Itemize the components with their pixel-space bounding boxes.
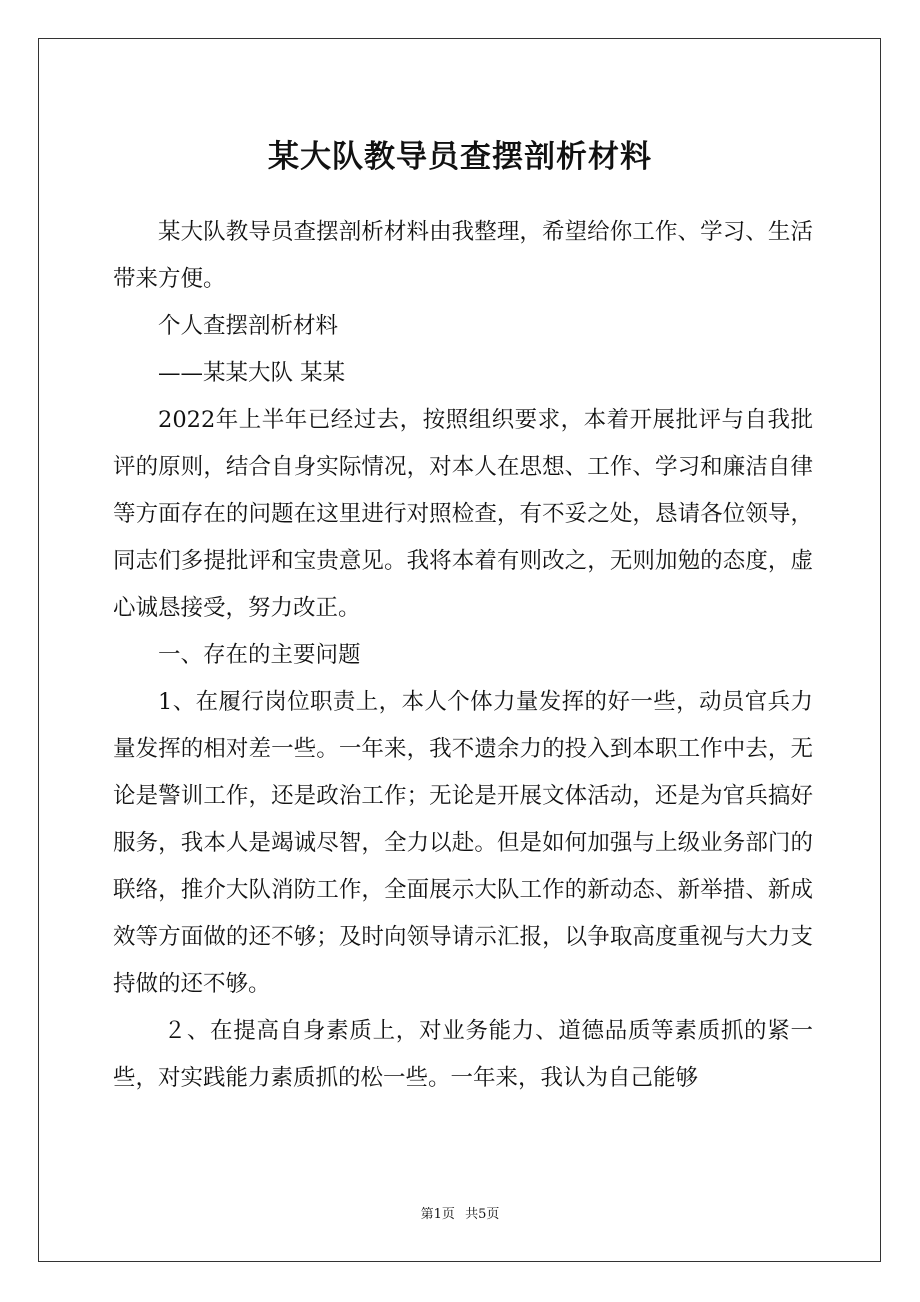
total-pages: 共5页 — [465, 1207, 500, 1222]
intro-paragraph: 某大队教导员查摆剖析材料由我整理，希望给你工作、学习、生活带来方便。 — [113, 219, 813, 292]
body-paragraph: 1、在履行岗位职责上，本人个体力量发挥的好一些，动员官兵力量发挥的相对差一些。一年来，我不遗余力的投入到本职工作中去，无论是警训工作，还是政治工作；无论是开展文体活动，还是为官兵搞好服务，我本人是竭诚尽智，全力以赴。但是如何加强与上级业务部门的联络，推介大队消防工作，全面展示大队工作的新动态、新举措、新成效等方面做的还不够；及时向领导请示汇报，以争取高度重视与大力支持做的还不够。 — [113, 689, 813, 997]
subtitle-paragraph: 个人查摆剖析材料 — [158, 313, 339, 339]
section-heading: 一、存在的主要问题 — [158, 642, 361, 668]
document-title: 某大队教导员查摆剖析材料 — [268, 138, 652, 175]
body-paragraph: ２、在提高自身素质上，对业务能力、道德品质等素质抓的紧一些，对实践能力素质抓的松一些。一年来，我认为自己能够 — [113, 1018, 813, 1091]
document-body — [113, 209, 813, 1102]
body-paragraph: 2022年上半年已经过去，按照组织要求，本着开展批评与自我批评的原则，结合自身实际情况，对本人在思想、工作、学习和廉洁自律等方面存在的问题在这里进行对照检查，有不妥之处，恳请各位领导，同志们多提批评和宝贵意见。我将本着有则改之，无则加勉的态度，虚心诚恳接受，努力改正。 — [113, 407, 813, 621]
page-footer — [0, 1205, 920, 1225]
page-number: 第1页 — [420, 1207, 455, 1222]
author-line: ——某某大队 某某 — [158, 360, 346, 386]
